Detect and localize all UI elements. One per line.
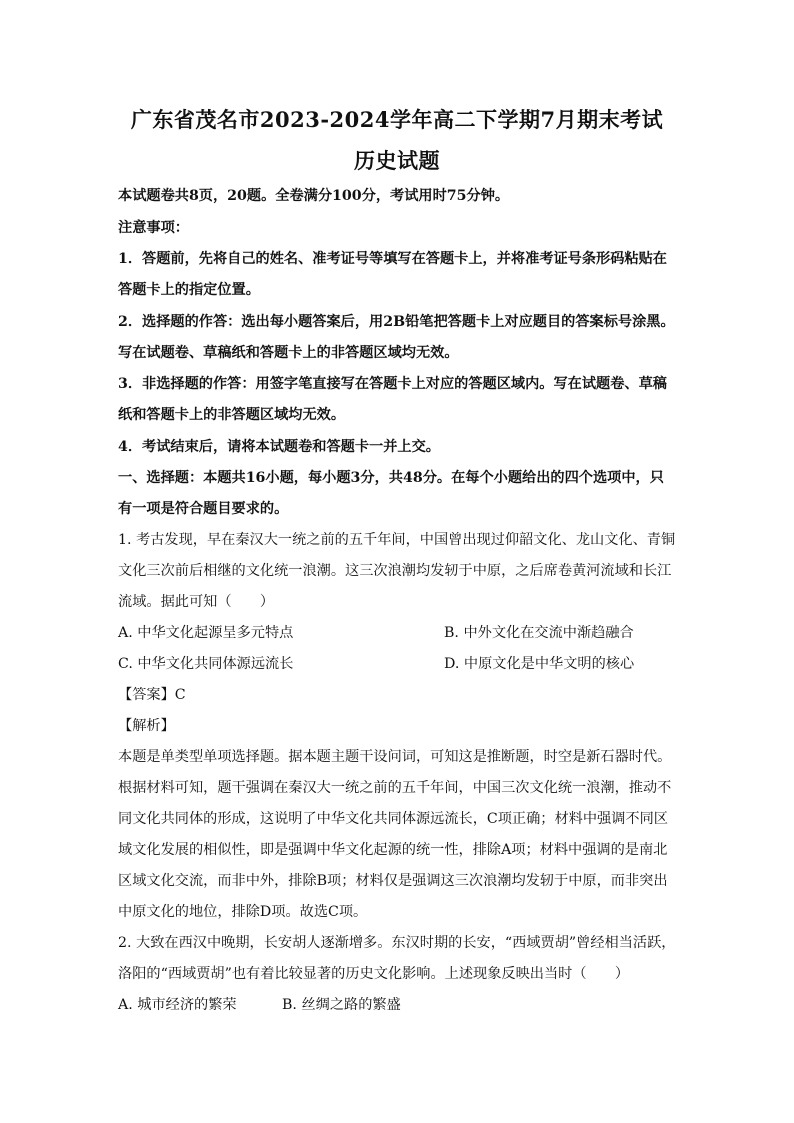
q1-analysis-line4: 域文化发展的相似性，即是强调中华文化起源的统一性，排除A项；材料中强调的是南北 [118,842,668,858]
q1-analysis-line6: 中原文化的地位，排除D项。故选C项。 [118,904,368,920]
q2-option-b: B. 丝绸之路的繁盛 [282,997,401,1013]
q1-answer: 【答案】C [118,687,186,703]
notice-heading: 注意事项： [118,220,189,236]
question-1-line2: 文化三次前后相继的文化统一浪潮。这三次浪潮均发轫于中原，之后席卷黄河流域和长江 [118,563,672,579]
notice-item-2-line1: 2．选择题的作答：选出每小题答案后，用2B铅笔把答题卡上对应题目的答案标号涂黑。 [118,314,675,330]
q1-analysis-line5: 区域文化交流，而非中外，排除B项；材料仅是强调这三次浪潮均发轫于中原，而非突出 [118,873,668,889]
exam-info: 本试题卷共8页，20题。全卷满分100分，考试用时75分钟。 [118,188,510,204]
q1-analysis-label: 【解析】 [118,718,175,734]
notice-item-3-line1: 3．非选择题的作答：用签字笔直接写在答题卡上对应的答题区域内。写在试题卷、草稿 [118,376,667,392]
question-1-line1: 1. 考古发现，早在秦汉大一统之前的五千年间，中国曾出现过仰韶文化、龙山文化、青铜 [118,532,676,548]
question-2-line2: 洛阳的“西域贾胡”也有着比较显著的历史文化影响。上述现象反映出当时（ ） [118,966,630,982]
q1-analysis-line3: 同文化共同体的形成，这说明了中华文化共同体源远流长，C项正确；材料中强调不同区 [118,811,668,827]
question-1-line3: 流域。据此可知（ ） [118,594,275,610]
section-heading-line2: 有一项是符合题目要求的。 [118,501,289,517]
exam-title: 广东省茂名市2023-2024学年高二下学期7月期末考试 [130,107,664,132]
notice-item-3-line2: 纸和答题卡上的非答题区域均无效。 [118,407,346,423]
notice-item-1-line2: 答题卡上的指定位置。 [118,282,260,298]
notice-item-2-line2: 写在试题卷、草稿纸和答题卡上的非答题区域均无效。 [118,345,459,361]
notice-item-4: 4．考试结束后，请将本试题卷和答题卡一并上交。 [118,439,440,455]
section-heading-line1: 一、选择题：本题共16小题，每小题3分，共48分。在每个小题给出的四个选项中，只 [118,470,664,486]
q1-analysis-line1: 本题是单类型单项选择题。据本题主题干设问词，可知这是推断题，时空是新石器时代。 [118,749,672,765]
exam-subject-title: 历史试题 [354,148,440,173]
q1-option-a: A. 中华文化起源呈多元特点 [118,625,294,641]
q1-analysis-line2: 根据材料可知，题干强调在秦汉大一统之前的五千年间，中国三次文化统一浪潮，推动不 [118,780,672,796]
q1-option-c: C. 中华文化共同体源远流长 [118,656,294,672]
q2-option-a: A. 城市经济的繁荣 [118,997,237,1013]
question-2-line1: 2. 大致在西汉中晚期，长安胡人逐渐增多。东汉时期的长安，“西域贾胡”曾经相当活跃， [118,935,676,951]
q1-option-d: D. 中原文化是中华文明的核心 [444,656,635,672]
notice-item-1-line1: 1．答题前，先将自己的姓名、准考证号等填写在答题卡上，并将准考证号条形码粘贴在 [118,251,667,267]
q1-option-b: B. 中外文化在交流中渐趋融合 [444,625,634,641]
